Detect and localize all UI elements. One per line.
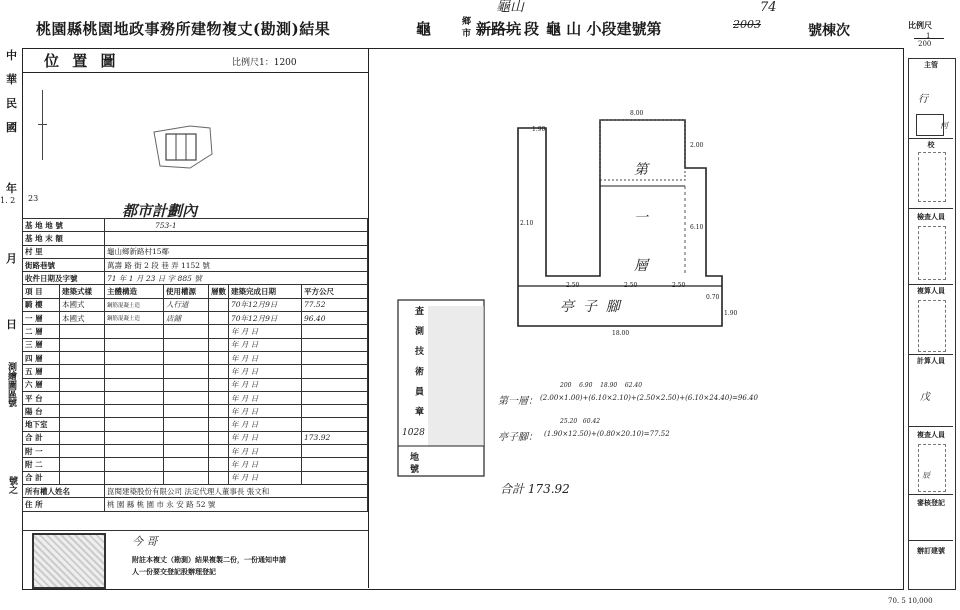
structure <box>105 445 164 458</box>
notice-line-1: 附註本複丈（勘測）結果複製二份，一份通知申請 <box>132 555 286 564</box>
sidebar-label-building-number: 辦訂建號 <box>917 546 945 555</box>
sidebar-divider <box>909 208 953 209</box>
stamp-box-foot-2: 號 <box>410 465 420 475</box>
sidebar-label-supervisor: 主管 <box>924 60 938 69</box>
table-row <box>23 351 368 364</box>
address-label: 街路巷號 <box>23 258 105 271</box>
table-row <box>23 298 368 311</box>
dim-label: 2.50 <box>624 282 638 289</box>
section-label: 段 <box>524 20 540 38</box>
floor-area <box>302 405 368 418</box>
floor-count <box>209 365 229 378</box>
completion-date: 年 月 日 <box>229 351 302 364</box>
month-label: 月 <box>6 252 17 265</box>
notice-line-2: 人一份要交登記股辦理登記 <box>132 567 216 576</box>
floor-area <box>302 391 368 404</box>
survey-area-label: 測繪圖區號 <box>6 362 16 407</box>
floor-count <box>209 458 229 471</box>
request-label: 收件日期及字號 <box>23 272 105 285</box>
structure: 鋼筋混凝土造 <box>105 312 164 325</box>
completion-date: 年 月 日 <box>229 378 302 391</box>
sidebar-label-check: 校 <box>927 140 935 149</box>
village-value: 龜山鄉新路村15鄰 <box>105 245 368 258</box>
dim-label: 6.10 <box>690 224 704 231</box>
calculator-signature: 戊 <box>920 392 930 403</box>
section-prefix-bottom: 市 <box>462 29 472 39</box>
floor-area <box>302 338 368 351</box>
sidebar-divider <box>909 284 953 285</box>
floor-name: 一 層 <box>23 312 60 325</box>
use-right <box>164 431 209 444</box>
owner-address-value: 桃 園 縣 桃 園 市 永 安 路 52 號 <box>105 498 368 511</box>
use-right <box>164 405 209 418</box>
calc1-expression: (2.00×1.00)+(6.10×2.10)+(2.50×2.50)+(6.10×24.40)=96.40 <box>540 394 758 402</box>
calc2-expression: (1.90×12.50)+(0.80×20.10)=77.52 <box>544 430 670 438</box>
location-map-scale: 比例尺1：1200 <box>232 58 297 68</box>
sidebar-label-inspector: 檢查人員 <box>917 212 945 221</box>
building-style <box>60 418 105 431</box>
stamp-box-foot-1: 地 <box>410 453 420 463</box>
base-number-value: 753-1 <box>105 219 368 232</box>
completion-date: 年 月 日 <box>229 365 302 378</box>
completion-date: 年 月 日 <box>229 471 302 484</box>
building-style <box>60 405 105 418</box>
table-row <box>23 484 368 497</box>
completion-date: 年 月 日 <box>229 418 302 431</box>
floor-name: 三 層 <box>23 338 60 351</box>
table-row <box>23 338 368 351</box>
building-style <box>60 471 105 484</box>
dim-label: 2.50 <box>672 282 686 289</box>
owner-address-label: 住 所 <box>23 498 105 511</box>
structure <box>105 325 164 338</box>
subsection-label: 龜 山 小段建號第 <box>546 20 662 38</box>
year-label: 年 <box>6 182 17 195</box>
floor-name: 六 層 <box>23 378 60 391</box>
floor-plan-drawing <box>370 50 904 586</box>
page-number: 23 <box>28 194 39 203</box>
title-suffix: 龜 <box>416 20 432 38</box>
floor-area: 77.52 <box>302 298 368 311</box>
structure <box>105 391 164 404</box>
recalc-seal <box>918 300 946 352</box>
date-snippet: 1. 2 <box>0 196 16 205</box>
floor-count <box>209 431 229 444</box>
base-use-label: 基 地 末 額 <box>23 232 105 245</box>
building-outline <box>518 120 722 326</box>
floor-area <box>302 471 368 484</box>
floor-count <box>209 338 229 351</box>
floor-count <box>209 298 229 311</box>
table-row <box>23 391 368 404</box>
sidebar-label-reviewer: 複查人員 <box>917 430 945 439</box>
floor-name: 二 層 <box>23 325 60 338</box>
section-prefix-top: 鄉 <box>462 17 472 27</box>
room-label-porch: 亭 子 腳 <box>560 299 620 315</box>
floor-count <box>209 391 229 404</box>
sidebar-divider <box>909 426 953 427</box>
dim-label: 2.50 <box>566 282 580 289</box>
calc2-top-values: 25.20 60.42 <box>560 418 601 425</box>
table-row <box>23 458 368 471</box>
floor-area <box>302 325 368 338</box>
structure: 鋼筋混凝土造 <box>105 298 164 311</box>
table-row <box>23 325 368 338</box>
structure <box>105 431 164 444</box>
floor-name: 五 層 <box>23 365 60 378</box>
north-arrow-cross <box>38 124 47 125</box>
structure <box>105 418 164 431</box>
day-label: 日 <box>6 318 17 331</box>
completion-date: 年 月 日 <box>229 338 302 351</box>
floor-name: 地下室 <box>23 418 60 431</box>
request-value: 71 年 1 月 23 日 字 885 號 <box>105 272 368 285</box>
building-style <box>60 458 105 471</box>
floor-count <box>209 312 229 325</box>
total-area-handwritten: 合計 173.92 <box>500 482 570 496</box>
building-style: 本國式 <box>60 312 105 325</box>
sidebar-mark-3: 辰 <box>922 471 930 480</box>
use-right: 店鋪 <box>164 312 209 325</box>
use-right <box>164 365 209 378</box>
use-right: 人行道 <box>164 298 209 311</box>
calc1-label: 第一層： <box>498 396 538 407</box>
completion-date: 70年12月9日 <box>229 298 302 311</box>
floor-count <box>209 418 229 431</box>
table-header-row: 項 目 建築式樣 主體構造 使用權源 層數 建築完成日期 平方公尺 <box>23 285 368 298</box>
building-number-handwritten: 74 <box>760 0 777 15</box>
dim-label: 8.00 <box>630 110 644 117</box>
scale-numerator: 1 <box>926 32 931 40</box>
structure <box>105 471 164 484</box>
parcel-sketch <box>150 124 232 172</box>
building-style <box>60 391 105 404</box>
floor-name: 平 台 <box>23 391 60 404</box>
dim-label: 1.90 <box>724 310 738 317</box>
table-row <box>23 418 368 431</box>
use-right <box>164 351 209 364</box>
table-row <box>23 219 368 232</box>
completion-date: 年 月 日 <box>229 458 302 471</box>
sidebar-divider <box>909 354 953 355</box>
table-row <box>23 431 368 444</box>
registration-table <box>22 218 368 512</box>
form-code: 70. 5 10,000 <box>888 597 933 605</box>
completion-date: 年 月 日 <box>229 391 302 404</box>
use-right <box>164 471 209 484</box>
table-row <box>23 498 368 511</box>
floor-area <box>302 458 368 471</box>
dim-label: 0.70 <box>706 294 720 301</box>
structure <box>105 378 164 391</box>
dim-label: 2.00 <box>690 142 704 149</box>
floor-name: 附 一 <box>23 445 60 458</box>
floor-count <box>209 405 229 418</box>
structure <box>105 338 164 351</box>
address-value: 萬壽 路 街 2 段 巷 弄 1152 號 <box>105 258 368 271</box>
document-title: 桃園縣桃園地政事務所建物複丈(勘測)結果 <box>36 20 331 38</box>
structure <box>105 405 164 418</box>
owner-seal-stamp <box>32 533 106 589</box>
urban-planning-zone: 都市計劃內 <box>122 202 198 220</box>
table-row <box>23 445 368 458</box>
building-style <box>60 378 105 391</box>
north-arrow <box>42 90 43 160</box>
stamp-box-number: 1028 <box>402 428 425 438</box>
sidebar-label-calculator: 計算人員 <box>917 356 945 365</box>
structure <box>105 458 164 471</box>
inspector-seal <box>918 226 946 280</box>
floor-count <box>209 471 229 484</box>
completion-date: 年 月 日 <box>229 445 302 458</box>
floor-name: 附 二 <box>23 458 60 471</box>
building-style <box>60 325 105 338</box>
use-right <box>164 458 209 471</box>
owner-value: 崑閱建築股份有限公司 法定代理人董事長 張文和 <box>105 484 368 497</box>
table-row <box>23 258 368 271</box>
building-style <box>60 431 105 444</box>
floor-area: 173.92 <box>302 431 368 444</box>
era-label: 中 華 民 國 <box>6 49 17 134</box>
calc1-top-values: 200 6.90 18.90 62.40 <box>560 382 643 389</box>
signature-handwritten: 今 哥 <box>132 535 158 548</box>
sidebar-label-registration: 審核登記 <box>917 498 945 507</box>
floor-area <box>302 445 368 458</box>
floor-area <box>302 418 368 431</box>
floor-count <box>209 325 229 338</box>
dim-label: 18.00 <box>612 330 630 337</box>
building-number-crossed: 2003 <box>733 18 761 31</box>
scale-denominator: 200 <box>918 40 932 48</box>
section-crossed: 新路坑 <box>476 20 522 38</box>
location-map-title: 位 置 圖 <box>44 52 120 70</box>
table-row <box>23 312 368 325</box>
village-label: 村 里 <box>23 245 105 258</box>
dim-label: 2.10 <box>520 220 534 227</box>
table-row <box>23 471 368 484</box>
table-row <box>23 272 368 285</box>
building-style <box>60 365 105 378</box>
number-suffix: 號棟次 <box>808 23 850 39</box>
room-label-first-floor: 第 一 層 <box>634 162 648 274</box>
owner-label: 所有權人姓名 <box>23 484 105 497</box>
completion-date: 70年12月9日 <box>229 312 302 325</box>
surveyor-stamp-shade <box>428 306 484 446</box>
seal-area <box>22 530 368 589</box>
table-row <box>23 405 368 418</box>
floor-rows <box>23 298 368 484</box>
table-row <box>23 365 368 378</box>
reviewer-seal <box>918 444 946 492</box>
floor-name: 四 層 <box>23 351 60 364</box>
sidebar-label-recalc: 複算人員 <box>917 286 945 295</box>
use-right <box>164 391 209 404</box>
use-right <box>164 445 209 458</box>
floor-area <box>302 378 368 391</box>
table-row <box>23 232 368 245</box>
section-handwritten: 龜山 <box>496 0 524 15</box>
structure <box>105 365 164 378</box>
floor-area <box>302 365 368 378</box>
location-map-header <box>22 48 368 73</box>
use-right <box>164 338 209 351</box>
supervisor-signature: 行 <box>918 94 928 105</box>
surveyor-stamp-text: 查 測 技 術 員 章 <box>413 306 423 420</box>
floor-name: 陽 台 <box>23 405 60 418</box>
base-number-label: 基 地 地 號 <box>23 219 105 232</box>
completion-date: 年 月 日 <box>229 405 302 418</box>
building-style: 本國式 <box>60 298 105 311</box>
number-of-label: 號之 <box>7 476 17 494</box>
completion-date: 年 月 日 <box>229 431 302 444</box>
use-right <box>164 325 209 338</box>
left-panel-divider <box>368 48 369 588</box>
table-row <box>23 245 368 258</box>
table-row <box>23 378 368 391</box>
completion-date: 年 月 日 <box>229 325 302 338</box>
use-right <box>164 418 209 431</box>
structure <box>105 351 164 364</box>
building-style <box>60 351 105 364</box>
floor-name: 騎 樓 <box>23 298 60 311</box>
floor-name: 合 計 <box>23 431 60 444</box>
use-right <box>164 378 209 391</box>
sidebar-divider <box>909 494 953 495</box>
check-seal <box>918 152 946 202</box>
sidebar-mark-1: 何 <box>940 121 948 130</box>
floor-name: 合 計 <box>23 471 60 484</box>
sidebar-divider <box>909 540 953 541</box>
scale-label: 比例尺 <box>908 20 932 30</box>
floor-area <box>302 351 368 364</box>
floor-area: 96.40 <box>302 312 368 325</box>
calc2-label: 亭子腳： <box>498 432 538 443</box>
dim-label: 1.90 <box>532 126 546 133</box>
building-style <box>60 445 105 458</box>
floor-count <box>209 445 229 458</box>
floor-count <box>209 351 229 364</box>
scale-divider <box>914 38 944 39</box>
building-style <box>60 338 105 351</box>
sidebar-divider <box>909 138 953 139</box>
floor-count <box>209 378 229 391</box>
